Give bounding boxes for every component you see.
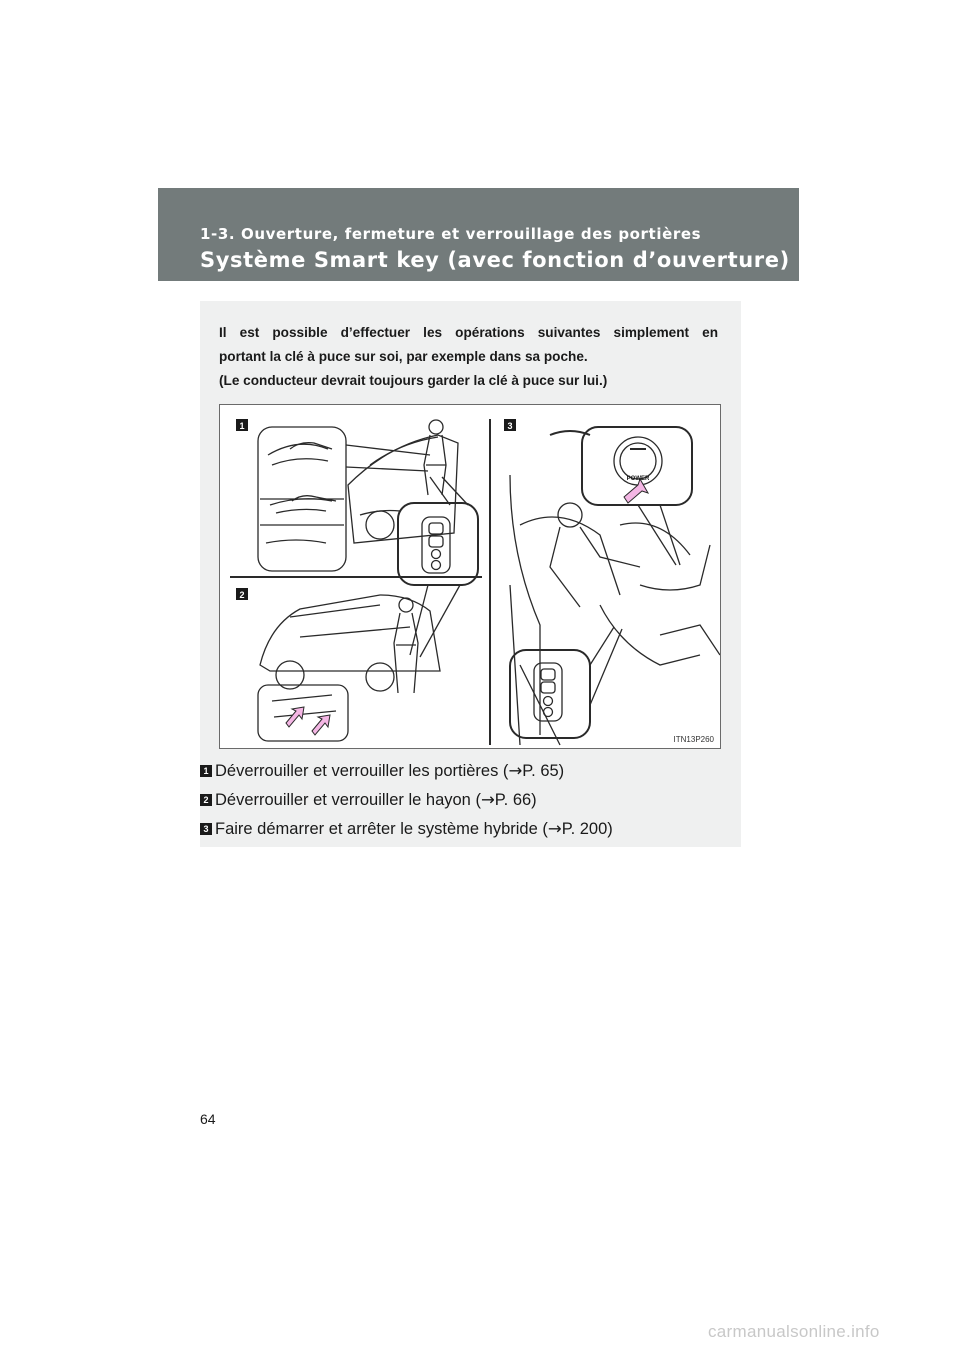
page-title: Système Smart key (avec fonction d’ouverture) — [200, 248, 790, 272]
item-number-badge: 1 — [200, 765, 212, 777]
item-number-badge: 3 — [200, 823, 212, 835]
item-text: Déverrouiller et verrouiller les portières (→P. 65) — [215, 761, 565, 780]
intro-line-2: portant la clé à puce sur soi, par exemple dans sa poche. — [219, 349, 588, 364]
figure-code: ITN13P260 — [673, 735, 714, 744]
section-title: 1-3. Ouverture, fermeture et verrouillage des portières — [200, 225, 702, 243]
svg-text:1: 1 — [239, 421, 245, 431]
illustration-drawing — [220, 405, 721, 749]
svg-text:3: 3 — [507, 421, 513, 431]
svg-text:2: 2 — [239, 590, 245, 600]
watermark: carmanualsonline.info — [708, 1322, 880, 1341]
chapter-header — [158, 188, 799, 281]
intro-paragraph — [219, 321, 718, 393]
svg-text:POWER: POWER — [626, 476, 650, 482]
intro-line-3: (Le conducteur devrait toujours garder la clé à puce sur lui.) — [219, 373, 608, 388]
content-box — [200, 301, 741, 847]
item-number-badge: 2 — [200, 794, 212, 806]
smart-key-illustration — [219, 404, 721, 749]
item-text: Déverrouiller et verrouiller le hayon (→P. 66) — [215, 790, 537, 809]
intro-line-1: Il est possible d’effectuer les opérations suivantes simplement en — [219, 325, 718, 340]
page-number: 64 — [200, 1111, 216, 1127]
item-text: Faire démarrer et arrêter le système hybride (→P. 200) — [215, 819, 613, 838]
